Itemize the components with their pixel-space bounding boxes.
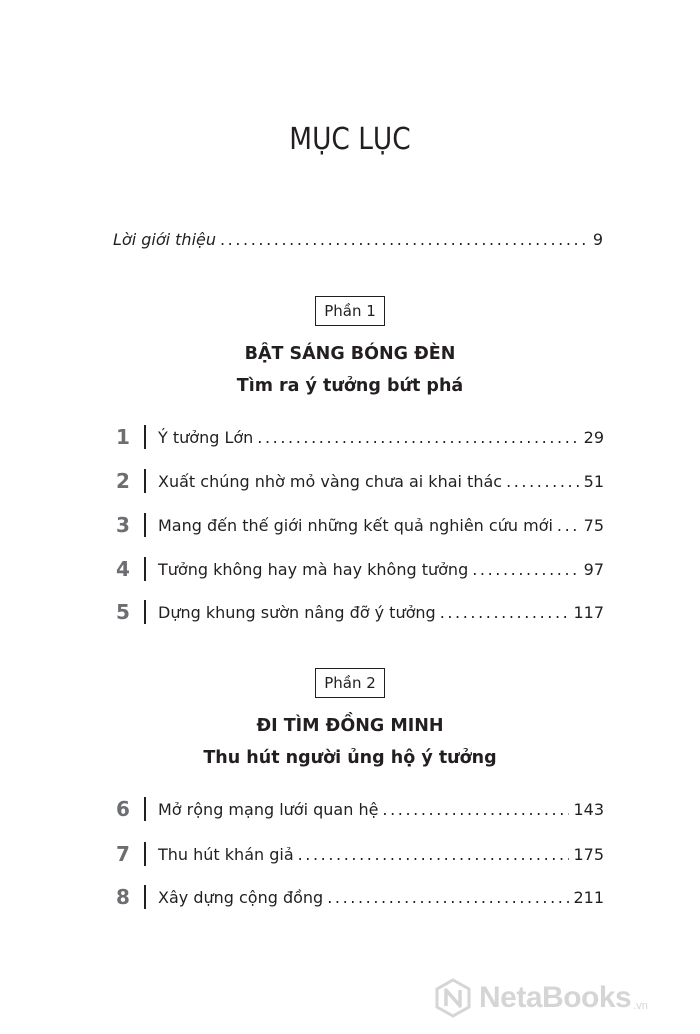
chapter-number: 1: [116, 425, 130, 449]
chapter-title: Dựng khung sườn nâng đỡ ý tưởng: [158, 602, 436, 622]
chapter-page-number: 51: [583, 471, 604, 491]
chapter-page-number: 29: [583, 427, 604, 447]
leader-dots: [382, 800, 569, 819]
part-2-heading: ĐI TÌM ĐỒNG MINH: [256, 716, 444, 736]
toc-entry-chapter-5[interactable]: [116, 597, 604, 627]
chapter-number: 8: [116, 885, 130, 909]
netabooks-logo-icon: [433, 978, 473, 1018]
part-2-label-box: Phần 2: [315, 668, 385, 698]
chapter-number: 3: [116, 513, 130, 537]
toc-entry-intro[interactable]: [113, 230, 603, 256]
chapter-number: 4: [116, 557, 130, 581]
toc-entry-chapter-3[interactable]: [116, 510, 604, 540]
leader-dots: [298, 845, 570, 864]
part-1-label-box: Phần 1: [315, 296, 385, 326]
chapter-page-number: 75: [583, 515, 604, 535]
toc-entry-chapter-1[interactable]: [116, 422, 604, 452]
part-2-subheading: Thu hút người ủng hộ ý tưởng: [203, 748, 497, 768]
chapter-divider: [144, 513, 146, 537]
leader-dots: [472, 560, 579, 579]
chapter-page-number: 175: [573, 844, 604, 864]
chapter-title: Ý tưởng Lớn: [158, 427, 254, 447]
chapter-page-number: 211: [573, 887, 604, 907]
chapter-page-number: 97: [583, 559, 604, 579]
leader-dots: [440, 603, 570, 622]
leader-dots: [327, 888, 569, 907]
leader-dots: [557, 516, 580, 535]
intro-page-number: 9: [592, 230, 603, 249]
chapter-title: Mang đến thế giới những kết quả nghiên cứu mới: [158, 515, 553, 535]
leader-dots: [220, 230, 589, 249]
toc-entry-chapter-8[interactable]: [116, 882, 604, 912]
chapter-divider: [144, 600, 146, 624]
chapter-number: 5: [116, 600, 130, 624]
watermark-suffix: .vn: [633, 1000, 648, 1012]
leader-dots: [506, 472, 580, 491]
chapter-number: 6: [116, 797, 130, 821]
chapter-title: Xuất chúng nhờ mỏ vàng chưa ai khai thác: [158, 471, 503, 491]
chapter-number: 2: [116, 469, 130, 493]
intro-label: Lời giới thiệu: [113, 230, 216, 249]
toc-entry-chapter-6[interactable]: [116, 794, 604, 824]
toc-entry-chapter-2[interactable]: [116, 466, 604, 496]
toc-entry-chapter-4[interactable]: [116, 554, 604, 584]
chapter-divider: [144, 885, 146, 909]
chapter-title: Tưởng không hay mà hay không tưởng: [158, 559, 469, 579]
chapter-title: Mở rộng mạng lưới quan hệ: [158, 799, 379, 819]
page-title: MỤC LỤC: [289, 122, 411, 157]
chapter-page-number: 117: [573, 602, 604, 622]
chapter-divider: [144, 469, 146, 493]
netabooks-watermark: [433, 974, 695, 1022]
part-1-heading: BẬT SÁNG BÓNG ĐÈN: [244, 344, 456, 364]
toc-entry-chapter-7[interactable]: [116, 839, 604, 869]
chapter-divider: [144, 797, 146, 821]
chapter-title: Thu hút khán giả: [158, 844, 294, 864]
chapter-divider: [144, 425, 146, 449]
chapter-number: 7: [116, 842, 130, 866]
leader-dots: [257, 428, 579, 447]
chapter-page-number: 143: [573, 799, 604, 819]
chapter-title: Xây dựng cộng đồng: [158, 887, 324, 907]
watermark-brand: NetaBooks: [479, 981, 632, 1014]
chapter-divider: [144, 842, 146, 866]
chapter-divider: [144, 557, 146, 581]
part-1-subheading: Tìm ra ý tưởng bứt phá: [236, 376, 464, 396]
